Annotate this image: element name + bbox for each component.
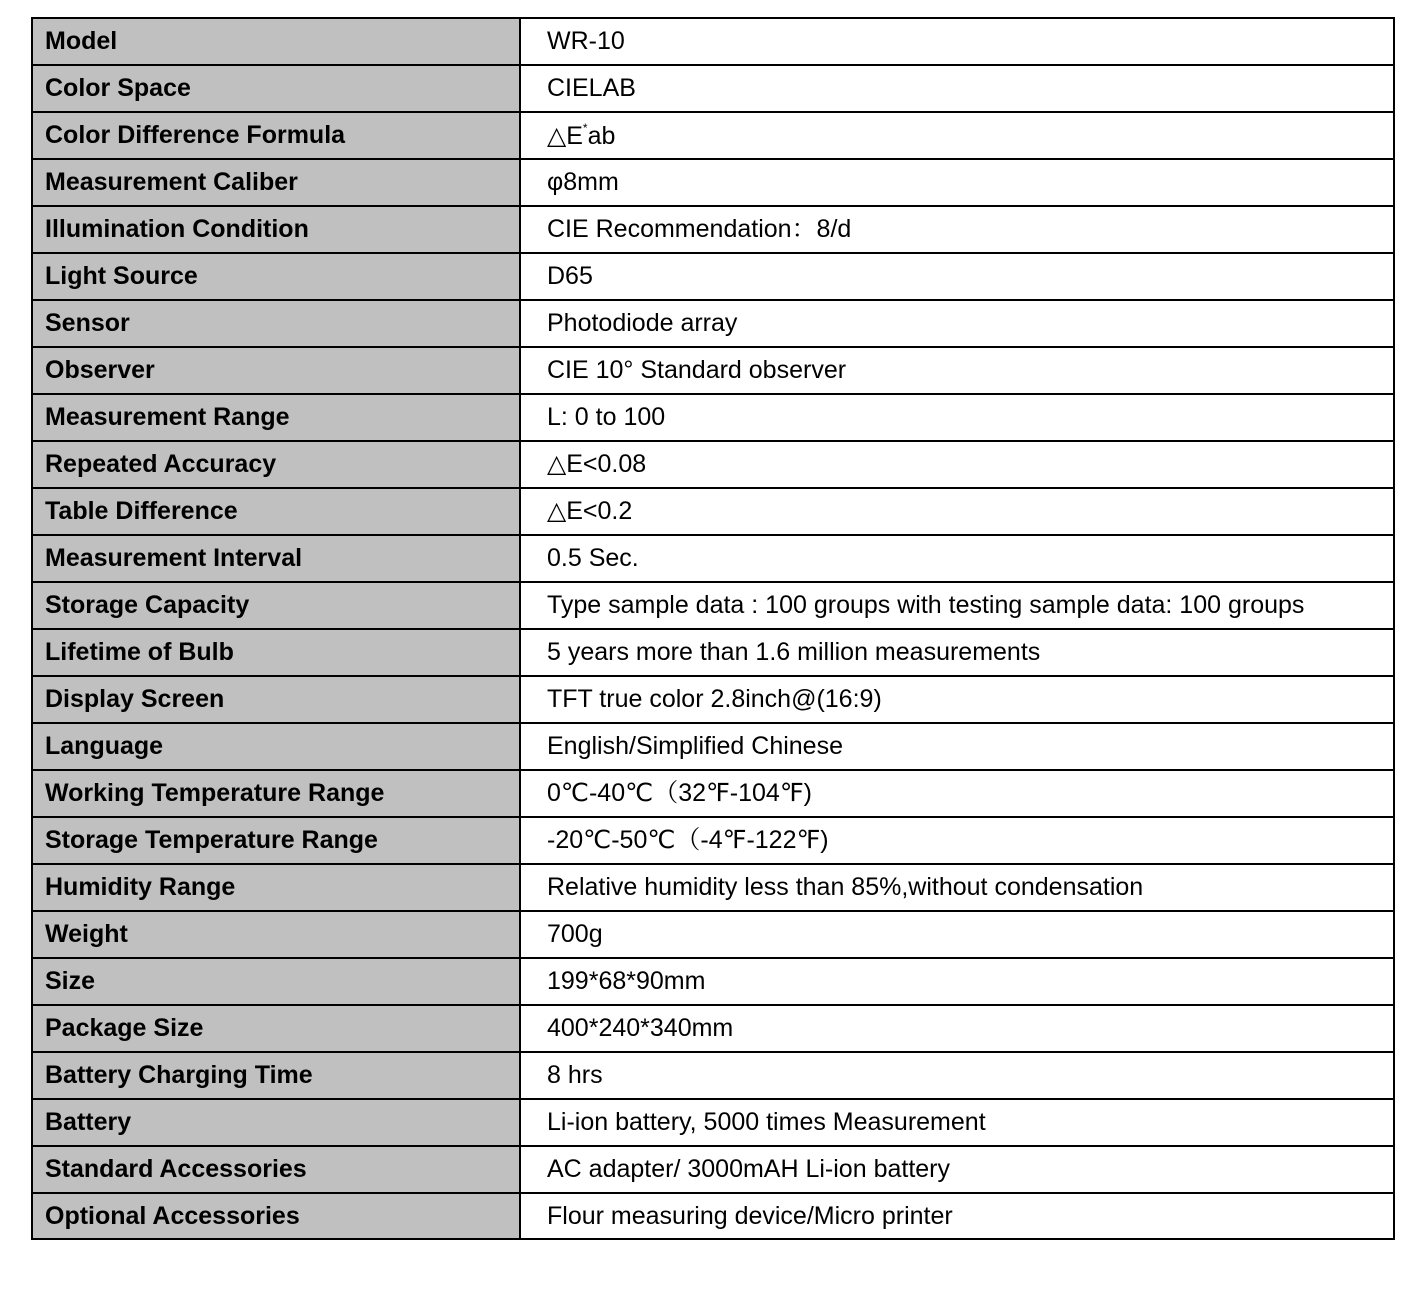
spec-label: Measurement Range (32, 394, 520, 441)
table-row (32, 300, 1394, 347)
spec-value: English/Simplified Chinese (520, 723, 1394, 770)
table-row (32, 65, 1394, 112)
spec-value: TFT true color 2.8inch@(16:9) (520, 676, 1394, 723)
spec-label: Storage Capacity (32, 582, 520, 629)
table-row (32, 1099, 1394, 1146)
spec-value: Relative humidity less than 85%,without condensation (520, 864, 1394, 911)
spec-value: CIELAB (520, 65, 1394, 112)
spec-value-superscript: * (582, 121, 588, 135)
spec-label: Illumination Condition (32, 206, 520, 253)
spec-label: Model (32, 18, 520, 65)
table-row (32, 159, 1394, 206)
spec-value: Flour measuring device/Micro printer (520, 1193, 1394, 1239)
table-row (32, 1005, 1394, 1052)
table-row (32, 723, 1394, 770)
table-row (32, 817, 1394, 864)
spec-value: -20℃-50℃（-4℉-122℉) (520, 817, 1394, 864)
spec-value (520, 112, 1394, 159)
table-row (32, 112, 1394, 159)
spec-label: Humidity Range (32, 864, 520, 911)
spec-label: Package Size (32, 1005, 520, 1052)
spec-value: Li-ion battery, 5000 times Measurement (520, 1099, 1394, 1146)
spec-value: Photodiode array (520, 300, 1394, 347)
spec-value: 0.5 Sec. (520, 535, 1394, 582)
spec-value: φ8mm (520, 159, 1394, 206)
spec-label: Weight (32, 911, 520, 958)
spec-value: CIE 10° Standard observer (520, 347, 1394, 394)
table-row (32, 1052, 1394, 1099)
table-row (32, 864, 1394, 911)
spec-label: Size (32, 958, 520, 1005)
spec-value: △E<0.08 (520, 441, 1394, 488)
table-row (32, 1146, 1394, 1193)
spec-label: Language (32, 723, 520, 770)
spec-label: Color Difference Formula (32, 112, 520, 159)
spec-value: AC adapter/ 3000mAH Li-ion battery (520, 1146, 1394, 1193)
spec-label: Measurement Interval (32, 535, 520, 582)
spec-label: Battery Charging Time (32, 1052, 520, 1099)
table-row (32, 1193, 1394, 1239)
table-row (32, 958, 1394, 1005)
spec-label: Table Difference (32, 488, 520, 535)
spec-value: 8 hrs (520, 1052, 1394, 1099)
spec-value: 400*240*340mm (520, 1005, 1394, 1052)
table-row (32, 441, 1394, 488)
specification-table-body (32, 18, 1394, 1239)
spec-value: L: 0 to 100 (520, 394, 1394, 441)
spec-value: D65 (520, 253, 1394, 300)
table-row (32, 18, 1394, 65)
table-row (32, 488, 1394, 535)
table-row (32, 629, 1394, 676)
spec-value: 0℃-40℃（32℉-104℉) (520, 770, 1394, 817)
spec-label: Standard Accessories (32, 1146, 520, 1193)
spec-label: Color Space (32, 65, 520, 112)
spec-label: Light Source (32, 253, 520, 300)
table-row (32, 676, 1394, 723)
spec-label: Lifetime of Bulb (32, 629, 520, 676)
spec-value: Type sample data : 100 groups with testing sample data: 100 groups (520, 582, 1394, 629)
table-row (32, 394, 1394, 441)
spec-label: Battery (32, 1099, 520, 1146)
spec-value: 700g (520, 911, 1394, 958)
spec-label: Storage Temperature Range (32, 817, 520, 864)
table-row (32, 911, 1394, 958)
spec-label: Display Screen (32, 676, 520, 723)
spec-value: WR-10 (520, 18, 1394, 65)
spec-value-main: △E (547, 122, 583, 150)
spec-label: Working Temperature Range (32, 770, 520, 817)
table-row (32, 206, 1394, 253)
table-row (32, 347, 1394, 394)
table-row (32, 535, 1394, 582)
spec-value: CIE Recommendation：8/d (520, 206, 1394, 253)
table-row (32, 253, 1394, 300)
spec-label: Measurement Caliber (32, 159, 520, 206)
spec-value: △E<0.2 (520, 488, 1394, 535)
spec-label: Sensor (32, 300, 520, 347)
spec-label: Observer (32, 347, 520, 394)
spec-value: 5 years more than 1.6 million measurements (520, 629, 1394, 676)
table-row (32, 582, 1394, 629)
spec-value-subscript-text: ab (587, 122, 616, 150)
spec-value: 199*68*90mm (520, 958, 1394, 1005)
spec-label: Repeated Accuracy (32, 441, 520, 488)
table-row (32, 770, 1394, 817)
spec-label: Optional Accessories (32, 1193, 520, 1239)
specification-table (31, 17, 1395, 1240)
